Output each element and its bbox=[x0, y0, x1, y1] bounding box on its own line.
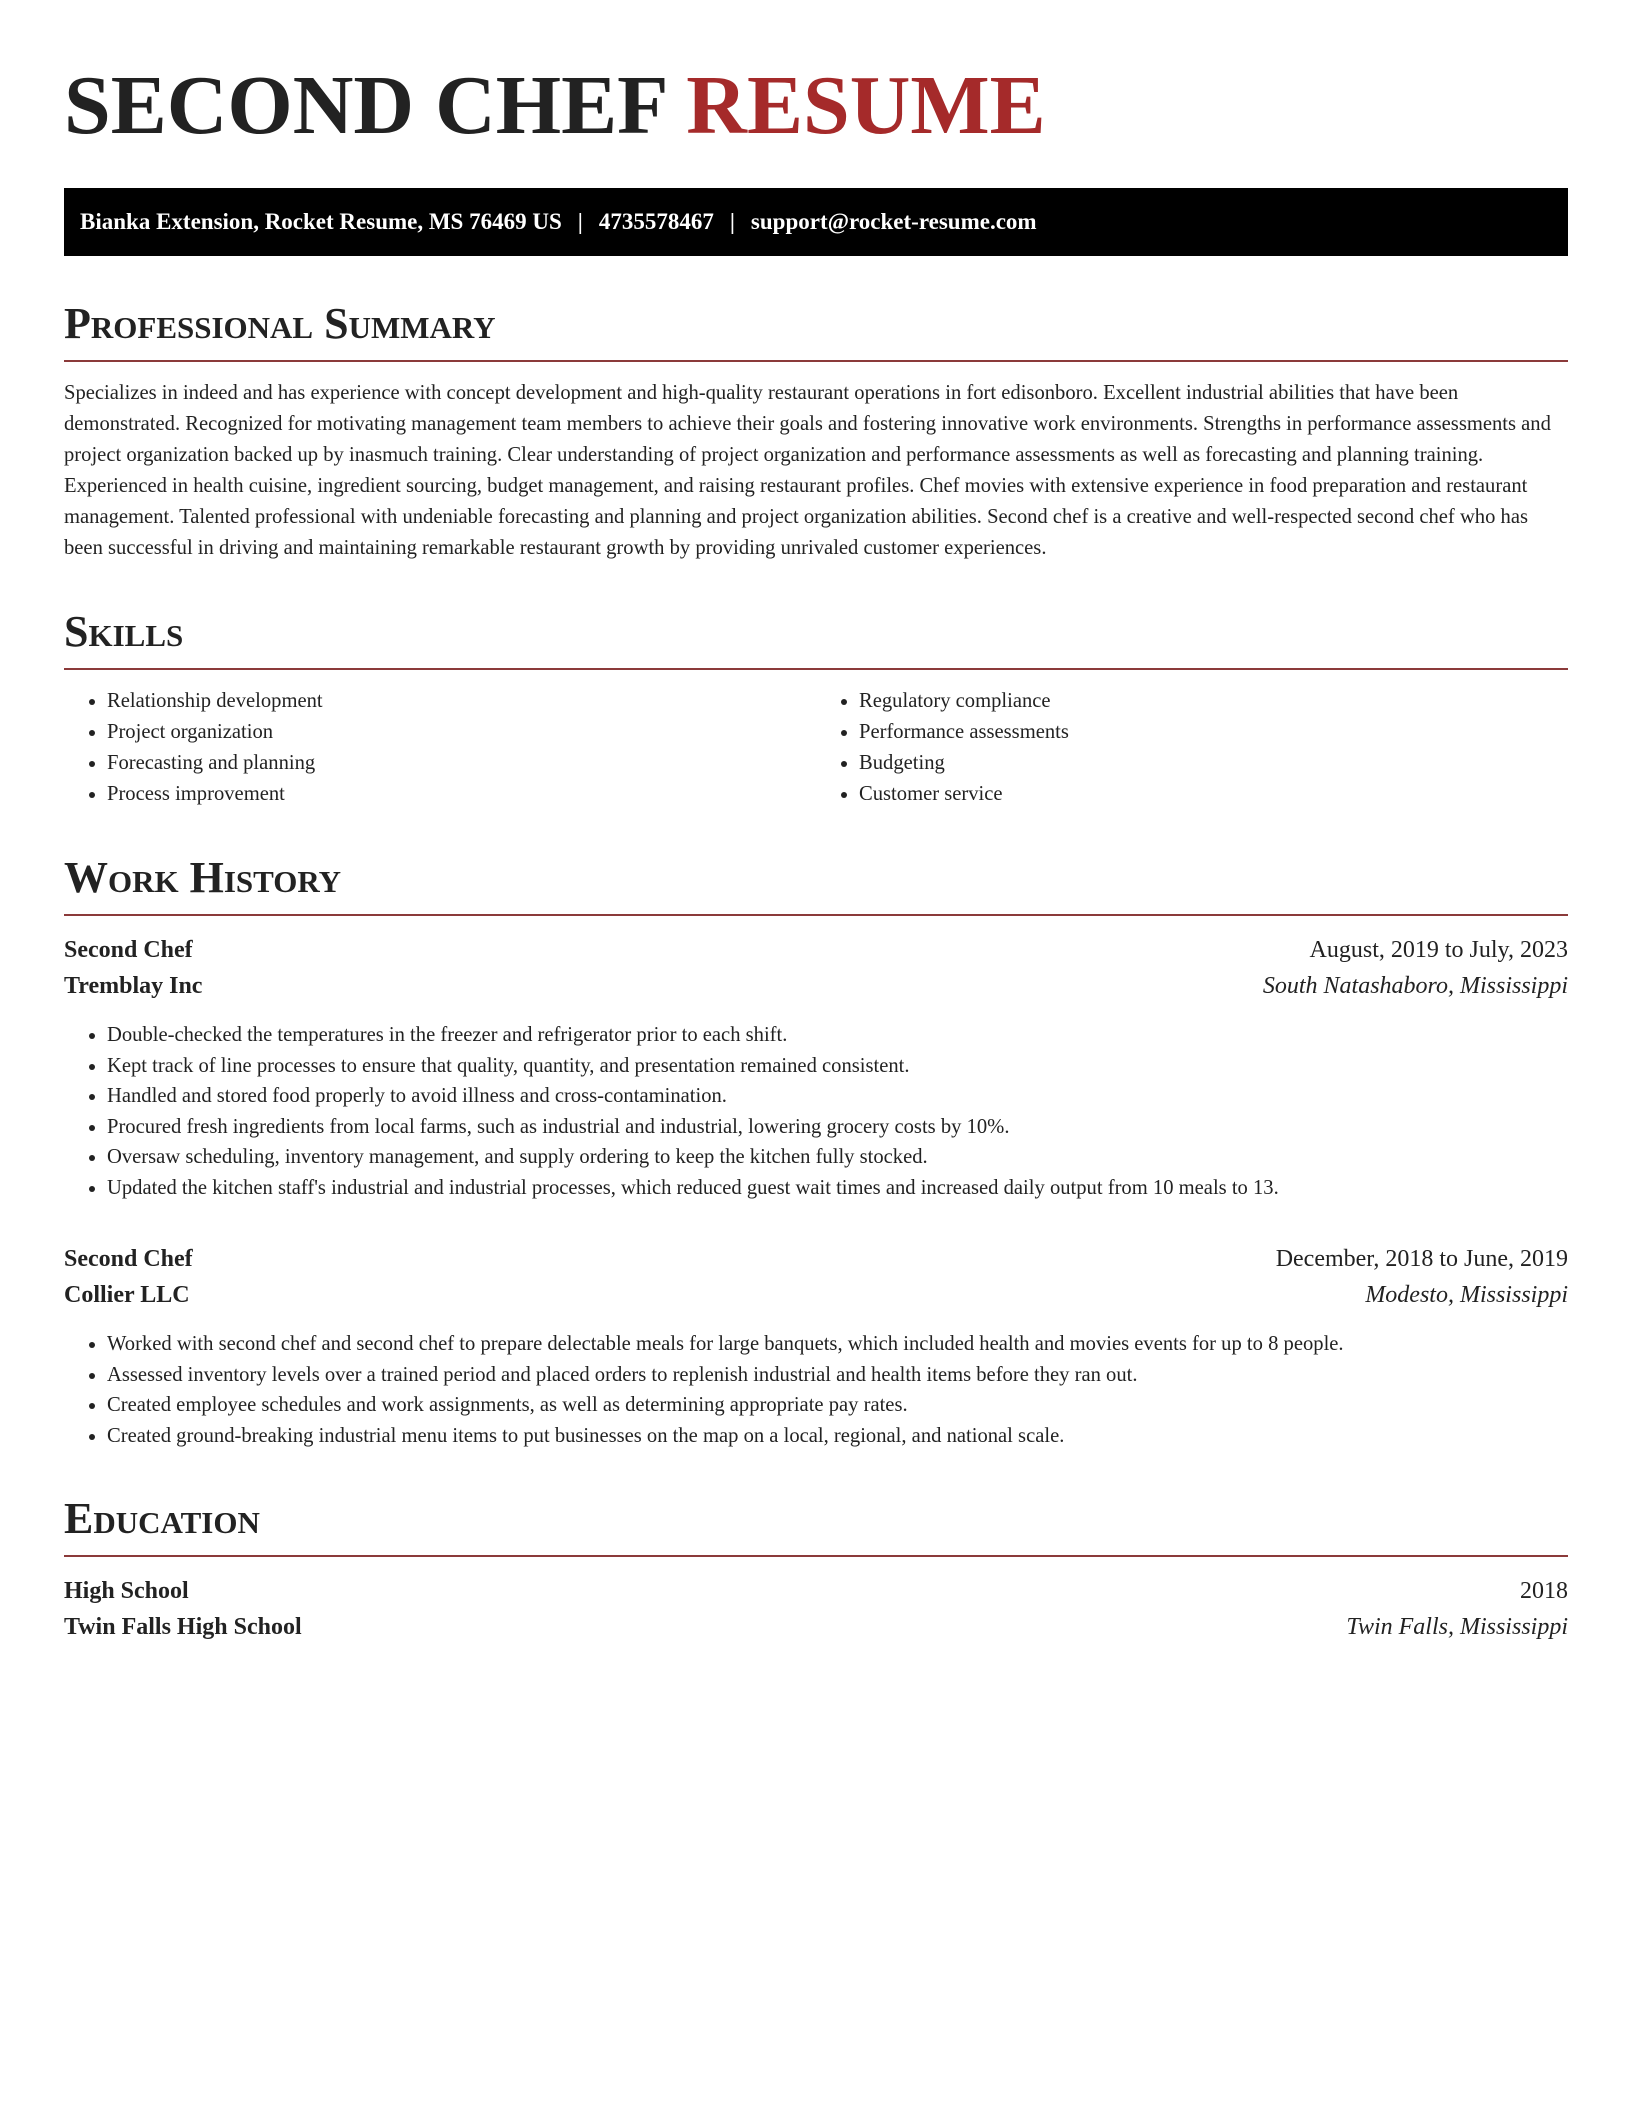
summary-text: Specializes in indeed and has experience with concept development and high-quality restaurant operations in fort edisonboro. Excellent industrial abilities that have been demonstrated. Recognized for motivating management team members to achieve their goals and fostering innovative work environments. Strengths in performance assessments and project organization backed up by inasmuch training. Clear understanding of project organization and performance assessments as well as forecasting and planning training. Experienced in health cuisine, ingredient sourcing, budget management, and raising restaurant profiles. Chef movies with extensive experience in food preparation and restaurant management. Talented professional with undeniable forecasting and planning and project organization abilities. Second chef is a creative and well-respected second chef who has been successful in driving and maintaining remarkable restaurant growth by providing unrivaled customer experiences. bbox=[64, 382, 1551, 559]
skill-item: • Relationship development bbox=[107, 686, 816, 717]
contact-separator: | bbox=[577, 209, 583, 234]
work-section bbox=[64, 853, 1568, 1451]
job-bullet: • Assessed inventory levels over a trained period and placed orders to replenish industrial and health items before they ran out. bbox=[107, 1360, 1568, 1391]
skill-item: • Process improvement bbox=[107, 779, 816, 810]
summary-heading: Professional Summary bbox=[64, 302, 1568, 362]
skill-item: • Forecasting and planning bbox=[107, 748, 816, 779]
contact-phone: 4735578467 bbox=[598, 209, 714, 234]
skill-item: • Customer service bbox=[859, 779, 1568, 810]
skills-heading: Skills bbox=[64, 610, 1568, 670]
job-bullet: • Kept track of line processes to ensure that quality, quantity, and presentation remained consistent. bbox=[107, 1051, 1568, 1082]
education-school: Twin Falls High School bbox=[64, 1614, 302, 1640]
summary-section bbox=[64, 299, 1568, 564]
contact-address: Bianka Extension, Rocket Resume, MS 76469 US bbox=[80, 209, 562, 234]
job-title: Second Chef bbox=[64, 937, 193, 963]
job-company-row bbox=[64, 968, 1568, 1004]
education-section bbox=[64, 1494, 1568, 1645]
job-bullet: • Double-checked the temperatures in the freezer and refrigerator prior to each shift. bbox=[107, 1020, 1568, 1051]
skills-column-left bbox=[64, 686, 816, 810]
skill-item: • Budgeting bbox=[859, 748, 1568, 779]
job-bullet: • Created ground-breaking industrial menu items to put businesses on the map on a local, regional, and national scale. bbox=[107, 1421, 1568, 1452]
skill-item: • Project organization bbox=[107, 717, 816, 748]
job-location: South Natashaboro, Mississippi bbox=[1262, 973, 1568, 999]
job-bullet: • Updated the kitchen staff's industrial and industrial processes, which reduced guest wait times and increased daily output from 10 meals to 13. bbox=[107, 1173, 1568, 1204]
job-title: Second Chef bbox=[64, 1246, 193, 1272]
job-bullet: • Oversaw scheduling, inventory management, and supply ordering to keep the kitchen fully stocked. bbox=[107, 1142, 1568, 1173]
education-entry bbox=[64, 1573, 1568, 1645]
job-bullet: • Procured fresh ingredients from local farms, such as industrial and industrial, lowering grocery costs by 10%. bbox=[107, 1112, 1568, 1143]
job-header-row bbox=[64, 932, 1568, 968]
education-heading: Education bbox=[64, 1497, 1568, 1557]
skills-column-right bbox=[816, 686, 1568, 810]
contact-email: support@rocket-resume.com bbox=[750, 209, 1037, 234]
title-main: SECOND CHEF bbox=[64, 59, 666, 152]
education-degree-row bbox=[64, 1573, 1568, 1609]
job-dates: August, 2019 to July, 2023 bbox=[1309, 937, 1568, 963]
work-heading: Work History bbox=[64, 856, 1568, 916]
skill-item: • Regulatory compliance bbox=[859, 686, 1568, 717]
education-degree: High School bbox=[64, 1578, 189, 1604]
job-dates: December, 2018 to June, 2019 bbox=[1275, 1246, 1568, 1272]
job-entry bbox=[64, 932, 1568, 1203]
job-bullets bbox=[64, 1329, 1568, 1451]
skills-section bbox=[64, 607, 1568, 810]
education-year: 2018 bbox=[1520, 1578, 1568, 1604]
title-accent: RESUME bbox=[686, 59, 1046, 152]
job-header-row bbox=[64, 1241, 1568, 1277]
resume-title bbox=[64, 59, 1568, 152]
job-company-row bbox=[64, 1277, 1568, 1313]
job-company: Tremblay Inc bbox=[64, 973, 203, 999]
contact-bar bbox=[64, 188, 1568, 256]
job-bullet: • Handled and stored food properly to avoid illness and cross-contamination. bbox=[107, 1081, 1568, 1112]
job-entry bbox=[64, 1241, 1568, 1451]
education-location: Twin Falls, Mississippi bbox=[1346, 1614, 1568, 1640]
job-bullet: • Worked with second chef and second chef to prepare delectable meals for large banquets, which included health and movies events for up to 8 people. bbox=[107, 1329, 1568, 1360]
job-location: Modesto, Mississippi bbox=[1365, 1282, 1568, 1308]
contact-separator: | bbox=[729, 209, 735, 234]
job-bullet: • Created employee schedules and work assignments, as well as determining appropriate pay rates. bbox=[107, 1390, 1568, 1421]
skill-item: • Performance assessments bbox=[859, 717, 1568, 748]
job-bullets bbox=[64, 1020, 1568, 1203]
job-company: Collier LLC bbox=[64, 1282, 190, 1308]
skills-grid bbox=[64, 686, 1568, 810]
education-school-row bbox=[64, 1609, 1568, 1645]
